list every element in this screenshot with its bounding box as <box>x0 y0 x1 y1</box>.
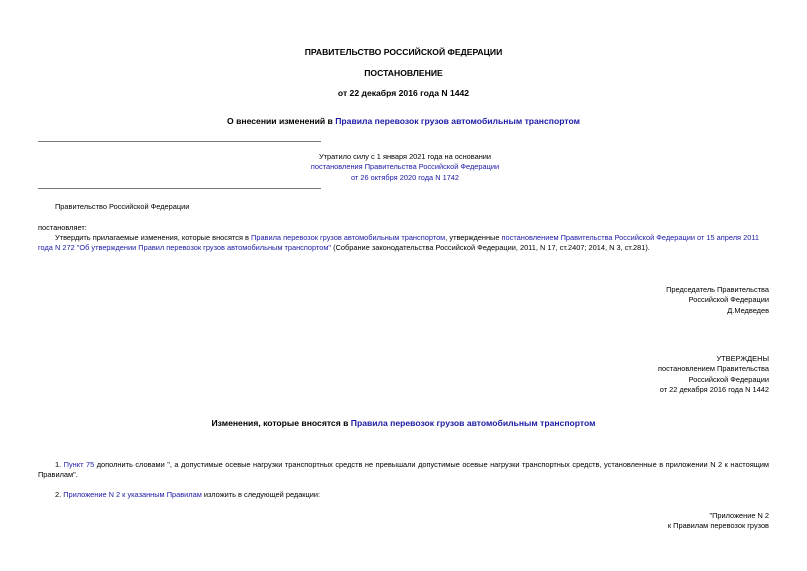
item-text: дополнить словами ", а допустимые осевые нагрузки транспортных средств не превышали допустимые осевые нагрузки транспортных средств, установленные в приложении N 2 к настоящим Правилам". <box>38 460 769 480</box>
change-item-2 <box>38 490 769 500</box>
paragraph-text: (Собрание законодательства Российской Федерации, 2011, N 17, ст.2407; 2014, N 3, ст.281). <box>331 243 650 253</box>
appendix-title: "Приложение N 2 <box>709 511 769 520</box>
appendix-2-link[interactable]: Приложение N 2 к указанным Правилам <box>63 490 202 499</box>
paragraph-text: , утвержденные <box>445 233 502 242</box>
document-title <box>0 115 807 127</box>
paragraph-text: Утвердить прилагаемые изменения, которые вносятся в <box>55 233 252 242</box>
appendix-heading <box>519 511 769 532</box>
item-text: изложить в следующей редакции: <box>201 490 321 499</box>
changes-title-prefix: Изменения, которые вносятся в <box>211 418 351 428</box>
item-number: 2. <box>55 490 64 499</box>
changes-rules-link[interactable]: Правила перевозок грузов автомобильным транспортом <box>350 418 596 428</box>
signature-country: Российской Федерации <box>688 295 769 305</box>
document-title-prefix: О внесении изменений в <box>227 116 336 126</box>
paragraph-approve <box>38 233 769 254</box>
status-note <box>255 152 555 183</box>
changes-title <box>0 417 807 429</box>
government-heading: ПРАВИТЕЛЬСТВО РОССИЙСКОЙ ФЕДЕРАЦИИ <box>304 47 503 57</box>
item-number: 1. <box>55 460 64 469</box>
status-note-line: Утратило силу с 1 января 2021 года на основании <box>318 152 492 161</box>
decree-word: постановляет: <box>38 223 87 232</box>
signature-position: Председатель Правительства <box>666 285 769 294</box>
approved-heading: УТВЕРЖДЕНЫ <box>716 354 769 363</box>
clause-75-link[interactable]: Пункт 75 <box>63 460 95 469</box>
change-item-1 <box>38 460 769 481</box>
rules-link[interactable]: Правила перевозок грузов автомобильным транспортом <box>335 116 580 126</box>
divider-top <box>38 141 321 142</box>
approved-line: Российской Федерации <box>688 374 769 384</box>
source-decree-link[interactable]: постановлением Правительства Российской Федерации от 15 апреля 2011 года N 272 "Об утверждении Правил перевозок грузов автомобильным транспортом" <box>38 233 760 253</box>
approved-line: постановлением Правительства <box>658 364 769 374</box>
rules-link-inline[interactable]: Правила перевозок грузов автомобильным транспортом <box>251 233 446 242</box>
repeal-decree-date-link[interactable]: от 26 октября 2020 года N 1742 <box>350 172 460 182</box>
repeal-decree-link[interactable]: постановления Правительства Российской Федерации <box>310 162 500 172</box>
signature-block <box>519 285 769 316</box>
appendix-subtitle: к Правилам перевозок грузов <box>667 521 769 531</box>
document-date-number: от 22 декабря 2016 года N 1442 <box>337 88 470 98</box>
divider-bottom <box>38 188 321 189</box>
approved-date: от 22 декабря 2016 года N 1442 <box>659 385 769 395</box>
signature-name: Д.Медведев <box>727 305 769 315</box>
intro-text: Правительство Российской Федерации <box>55 202 190 211</box>
document-type: ПОСТАНОВЛЕНИЕ <box>364 68 443 78</box>
approved-block <box>519 354 769 395</box>
